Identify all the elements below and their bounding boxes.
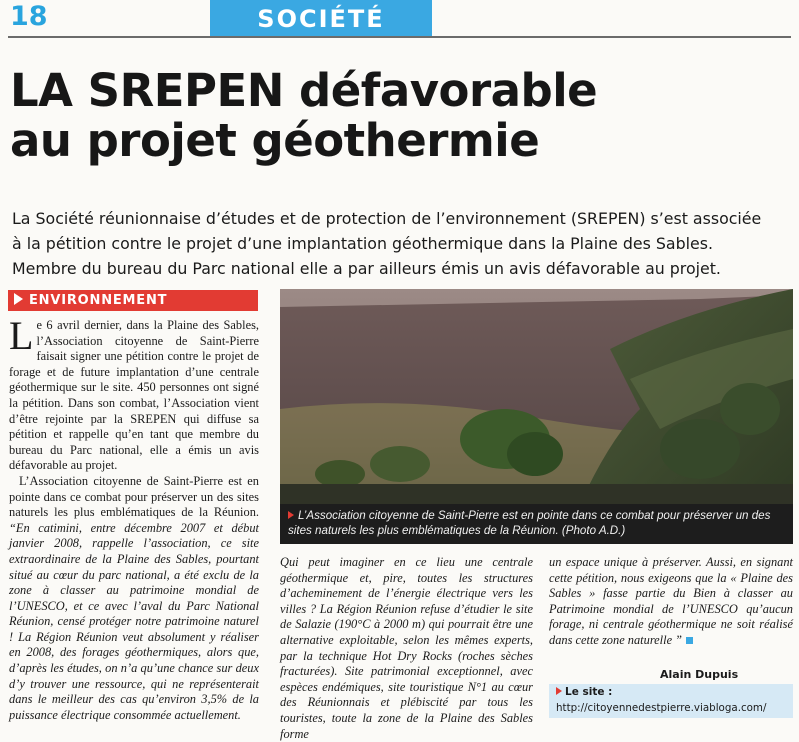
article-column-1 <box>9 313 259 723</box>
article-column-2 <box>280 555 533 742</box>
lead-line-3: Membre du bureau du Parc national elle a par ailleurs émis un avis défavorable au projet. <box>12 259 721 278</box>
column-3-text: un espace unique à préserver. Aussi, en signant cette pétition, nous exigeons que la « Plaine des Sables » fasse partie du Bien à classer au Patrimoine mondial de l’UNESCO qu’aucun forage, ni centrale géothermique ne soit réalisé dans cette zone naturelle ” <box>549 555 793 647</box>
headline <box>10 66 770 166</box>
rubric-banner <box>8 290 258 311</box>
site-label <box>556 686 612 698</box>
headline-line-1: LA SREPEN défavorable <box>10 64 598 117</box>
photo-caption <box>280 504 793 544</box>
author-signature: Alain Dupuis <box>660 668 739 681</box>
rubric-label: ENVIRONNEMENT <box>29 293 168 308</box>
article-column-3 <box>549 555 793 649</box>
paragraph-2-quote: “En catimini, entre décembre 2007 et début janvier 2008, rappelle l’association, ce site extraordinaire de la Plaine des Sables, pourtant situé au cœur du parc national, a été exclu de la zone à classer au patrimoine mondial de l’UNESCO, et ce avec l’aval du Parc National Réunion, censé protéger notre patrimoine naturel ! La Région Réunion veut absolument y réaliser en 2008, des forages géothermiques, alors que, d’après les études, on n’a qu’une chance sur deux d’y trouver une ressource, qui ne représenterait dans le meilleur des cas qu’environ 3,5% de la puissance électrique consommée actuellement. <box>9 520 259 722</box>
site-url[interactable]: http://citoyennedestpierre.viabloga.com/ <box>556 702 767 714</box>
header-rule <box>8 36 791 38</box>
paragraph-2-intro: L’Association citoyenne de Saint-Pierre est en pointe dans ce combat pour préserver un des sites naturels les plus emblématiques de la Réunion. <box>9 473 259 520</box>
paragraph-2 <box>9 474 259 724</box>
landscape-photo <box>280 289 793 504</box>
paragraph-1 <box>9 313 259 474</box>
triangle-bullet-icon <box>14 293 23 305</box>
page-number: 18 <box>10 1 48 32</box>
headline-line-2: au projet géothermie <box>10 114 540 167</box>
drop-cap: L <box>9 313 34 358</box>
caption-text: L’Association citoyenne de Saint-Pierre est en pointe dans ce combat pour préserver un des sites naturels les plus emblématiques de la Réunion. (Photo A.D.) <box>288 509 771 537</box>
triangle-bullet-icon <box>556 687 562 695</box>
triangle-bullet-icon <box>288 511 294 519</box>
lead-paragraph <box>12 206 792 281</box>
plaine-des-sables-image <box>280 289 793 504</box>
end-of-article-icon <box>686 637 693 644</box>
section-label: SOCIÉTÉ <box>210 0 432 36</box>
site-label-text: Le site : <box>565 686 613 698</box>
paragraph-1-text: e 6 avril dernier, dans la Plaine des Sables, l’Association citoyenne de Saint-Pierre faisait signer une pétition contre le projet de forage et de future implantation d’une centrale géothermique sur le site. 450 personnes ont signé la pétition. Dans son combat, l’Association vient d’être rejointe par la SREPEN qui diffuse sa pétition et rappelle qu’en tant que membre du bureau du Parc national, elle a émis un avis défavorable au projet. <box>9 318 259 473</box>
lead-line-1: La Société réunionnaise d’études et de protection de l’environnement (SREPEN) s’est associée <box>12 209 762 228</box>
column-2-text: Qui peut imaginer en ce lieu une centrale géothermique et, pire, toutes les structures d’acheminement de l’énergie électrique vers les villes ? La Région Réunion refuse d’étudier le site de Salazie (190°C à 2000 m) qui pourrait être une alternative exploitable, selon les mêmes experts, par la technique Hot Dry Rocks (roches sèches fracturées). Site patrimonial exceptionnel, avec espèces endémiques, site touristique N°1 au cœur des Réunionnais et plébiscité par tous les touristes, toute la zone de la Plaine des Sables forme <box>280 555 533 741</box>
lead-line-2: à la pétition contre le projet d’une implantation géothermique dans la Plaine des Sables. <box>12 234 713 253</box>
